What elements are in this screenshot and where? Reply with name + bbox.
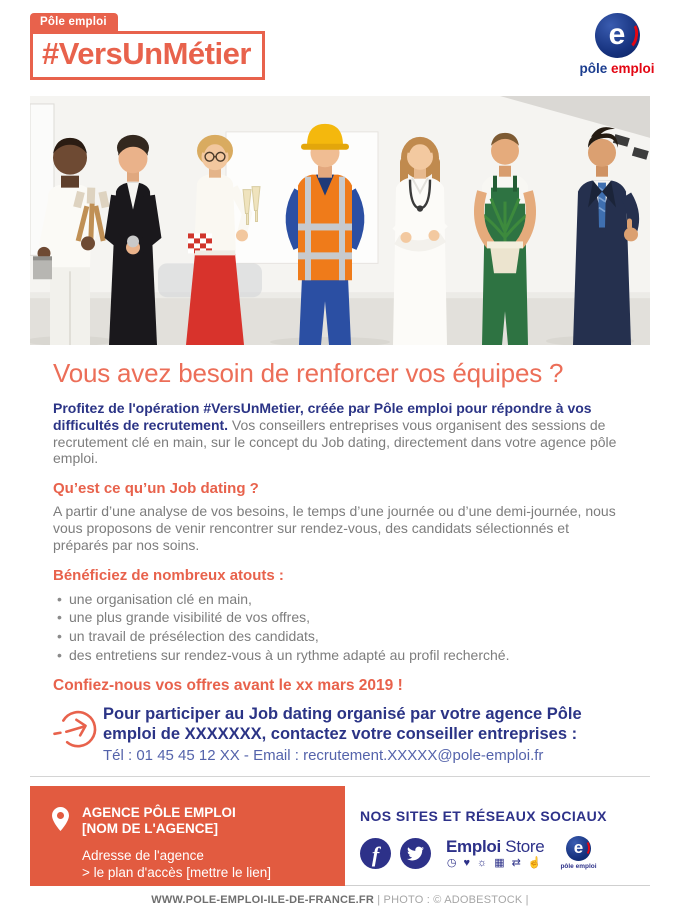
pole-emploi-badge: Pôle emploi [30, 13, 118, 31]
cta-text [103, 704, 618, 764]
list-item: • une plus grande visibilité de vos offres, [53, 609, 627, 626]
website-url[interactable]: WWW.POLE-EMPLOI-ILE-DE-FRANCE.FR [151, 894, 374, 906]
bottom-bar [0, 894, 680, 906]
social-block [360, 808, 650, 870]
emploi-store-category-icons: ◷ ♥ ☼ ▦ ⇄ ☝ [446, 857, 544, 870]
pole-emploi-mini-logo[interactable]: e pôle emploi [560, 838, 597, 871]
twitter-icon[interactable] [400, 838, 431, 869]
main-content [53, 358, 627, 764]
cta-block [53, 704, 627, 764]
footer-baseline-rule [345, 885, 650, 886]
list-item: • des entretiens sur rendez-vous à un rythme adapté au profil recherché. [53, 647, 627, 664]
agency-info [82, 805, 271, 886]
nurse-figure [393, 137, 447, 345]
pole-emploi-logo-text: pôle emploi [579, 61, 655, 76]
facebook-icon[interactable]: f [360, 838, 391, 869]
benefits-list [53, 591, 627, 664]
pole-emploi-logo-sphere [595, 13, 640, 58]
cta-bold-text: Pour participer au Job dating organisé par votre agence Pôle emploi de XXXXXXX, contactez votre conseiller entreprises : [103, 704, 582, 743]
circled-arrow-icon [53, 704, 103, 757]
contact-line[interactable]: Tél : 01 45 45 12 XX - Email : recrutement.XXXXX@pole-emploi.fr [103, 747, 544, 765]
header [0, 0, 680, 96]
emploi-store-logo[interactable]: Emploi Store ◷ ♥ ☼ ▦ ⇄ ☝ [446, 837, 545, 870]
campaign-title: #VersUnMétier [30, 31, 265, 80]
pole-emploi-logo [574, 13, 660, 76]
page-title: Vous avez besoin de renforcer vos équipes ? [53, 358, 564, 388]
social-icons-row [360, 836, 650, 870]
agency-title: AGENCE PÔLE EMPLOI [NOM DE L'AGENCE] [82, 805, 236, 837]
map-link[interactable]: > le plan d'accès [mettre le lien] [82, 865, 272, 881]
agency-address: Adresse de l'agence > le plan d'accès [mettre le lien] [82, 847, 272, 881]
intro-bold-text: Profitez de l'opération #VersUnMetier, créée par Pôle emploi pour répondre à vos difficultés de recrutement. [53, 400, 592, 433]
footer-divider [30, 776, 650, 777]
logo-e-letter: e [608, 18, 626, 51]
intro-regular-text: Vos conseillers entreprises vous organisent des sessions de recrutement clé en main, sur le concept du Job dating, directement dans votre agence pôle emploi. [53, 416, 617, 467]
workers-photo [30, 96, 650, 345]
campaign-brand [30, 12, 265, 80]
location-pin-icon [52, 805, 82, 886]
logo-red-crescent-icon [580, 840, 590, 856]
list-item: • un travail de présélection des candidats, [53, 628, 627, 645]
job-dating-description: A partir d’une analyse de vos besoins, le temps d’une journée ou d’une demi-journée, nous vous proposons de venir rencontrer sur rendez-vous, des candidats sélectionnés et préparés par nos soins. [53, 503, 616, 553]
section-title-atouts: Bénéficiez de nombreux atouts : [53, 566, 284, 584]
agency-block [30, 786, 345, 886]
deadline-text: Confiez-nous vos offres avant le xx mars 2019 ! [53, 676, 403, 694]
photo-credit: | PHOTO : © ADOBESTOCK | [373, 894, 529, 906]
list-item: • une organisation clé en main, [53, 591, 627, 608]
footer [30, 786, 650, 886]
intro-paragraph [53, 400, 627, 467]
section-title-job-dating: Qu’est ce qu’un Job dating ? [53, 480, 259, 498]
social-title: NOS SITES ET RÉSEAUX SOCIAUX [360, 808, 607, 825]
